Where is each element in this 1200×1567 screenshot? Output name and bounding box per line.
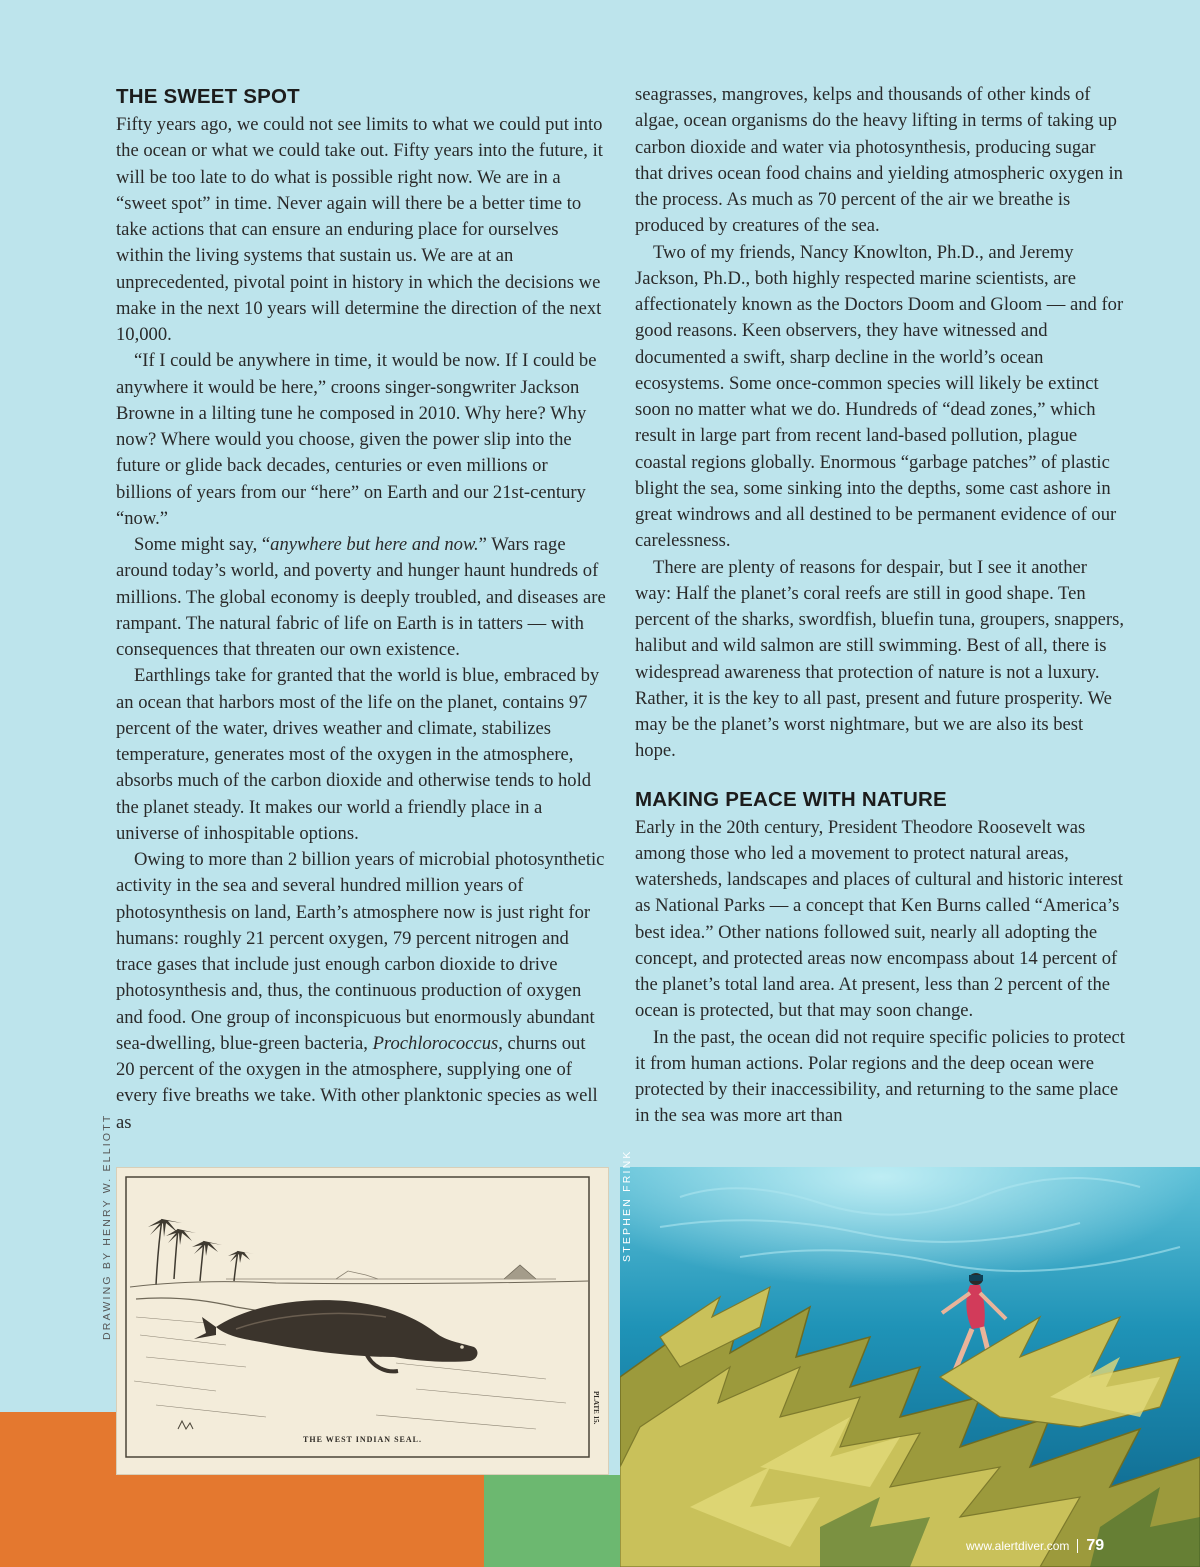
paragraph: Two of my friends, Nancy Knowlton, Ph.D., and Jeremy Jackson, Ph.D., both highly respected marine scientists, are affectionately known as the Doctors Doom and Gloom — and for good reasons. Keen observers, they have witnessed and documented a swift, sharp decline in the world’s ocean ecosystems. Some once-common species will likely be extinct soon no matter what we do. Hundreds of “dead zones,” which result in large part from recent land-based pollution, plague coastal regions globally. Enormous “garbage patches” of plastic blight the sea, some sinking into the depths, some cast ashore in great windrows and all destined to be permanent evidence of our carelessness. — [635, 241, 1124, 552]
paragraph-text: Some might say, “ — [134, 534, 271, 555]
paragraph: In the past, the ocean did not require specific policies to protect it from human actions. Polar regions and the deep ocean were protected by their inaccessibility, and returning to the same place in the sea was more art than — [635, 1026, 1125, 1127]
green-color-block — [484, 1475, 624, 1567]
paragraph: Early in the 20th century, President Theodore Roosevelt was among those who led a movement to protect natural areas, watersheds, landscapes and places of cultural and historic interest as National Parks — a concept that Ken Burns called “America’s best idea.” Other nations followed suit, nearly all adopting the concept, and protected areas now encompass about 14 percent of the planet’s total land area. At present, less than 2 percent of the ocean is protected, but that may soon change. — [635, 816, 1123, 1022]
plate-label: PLATE 15. — [592, 1391, 600, 1425]
paragraph: Fifty years ago, we could not see limits to what we could put into the ocean or what we could take out. Fifty years into the future, it will be too late to do what is possible right now. We are in a “sweet spot” in time. Never again will there be a better time to take actions that can ensure an enduring place for ourselves within the living systems that sustain us. We are at an unprecedented, pivotal point in history in which the decisions we make in the next 10 years will determine the direction of the next 10,000. — [116, 114, 603, 345]
page-number: 79 — [1086, 1537, 1105, 1554]
italic-phrase: anywhere but here and now. — [270, 534, 479, 555]
paragraph-text: ” Wars rage around today’s world, and poverty and hunger haunt hundreds of millions. The global economy is deeply troubled, and diseases are rampant. The natural fabric of life on Earth is in tatters — with consequences that threaten our own existence. — [116, 534, 606, 660]
paragraph-text: Owing to more than 2 billion years of microbial photosynthetic activity in the sea and several hundred million years of photosynthesis on land, Earth’s atmosphere now is just right for humans: roughly 21 percent oxygen, 79 percent nitrogen and trace gases that include just enough carbon dioxide to drive photosynthesis and, thus, the continuous production of oxygen and food. One group of inconspicuous but enormously abundant sea-dwelling, blue-green bacteria, — [116, 849, 605, 1054]
page-footer — [966, 1537, 1104, 1555]
coral-reef-snorkeler-photo — [620, 1167, 1200, 1567]
seal-illustration — [116, 1167, 609, 1475]
west-indian-seal-drawing — [116, 1167, 609, 1475]
underwater-scene — [620, 1167, 1200, 1567]
paragraph: seagrasses, mangroves, kelps and thousands of other kinds of algae, ocean organisms do the heavy lifting in terms of taking up carbon dioxide and water via photosynthesis, producing sugar that drives ocean food chains and yielding atmospheric oxygen in the process. As much as 70 percent of the air we breathe is produced by creatures of the sea. — [635, 84, 1123, 237]
paragraph — [116, 532, 608, 663]
footer-divider — [1077, 1539, 1078, 1553]
italic-species-name: Prochlorococcus — [372, 1032, 499, 1054]
left-column — [116, 82, 608, 1136]
paragraph: Earthlings take for granted that the world is blue, embraced by an ocean that harbors most of the life on the planet, contains 97 percent of the water, drives weather and climate, stabilizes temperature, generates most of the oxygen in the atmosphere, absorbs much of the carbon dioxide and otherwise tends to hold the planet steady. It makes our world a friendly place in a universe of inhospitable options. — [116, 665, 600, 844]
paragraph — [116, 847, 608, 1136]
drawing-credit: DRAWING BY HENRY W. ELLIOTT — [101, 1113, 113, 1340]
photo-credit: STEPHEN FRINK — [621, 1149, 633, 1262]
paragraph: “If I could be anywhere in time, it would be now. If I could be anywhere it would be here,” croons singer-songwriter Jackson Browne in a lilting tune he composed in 2010. Why here? Why now? Where would you choose, given the power slip into the future or glide back decades, centuries or even millions or billions of years from our “here” on Earth and our 21st-century “now.” — [116, 350, 597, 529]
drawing-caption: THE WEST INDIAN SEAL. — [303, 1435, 422, 1444]
section-heading-sweet-spot: THE SWEET SPOT — [116, 85, 300, 108]
paragraph-text: , churns out 20 percent of the oxygen in the atmosphere, supplying one of every five breaths we take. With other planktonic species as well as — [116, 1032, 598, 1133]
section-heading-making-peace: MAKING PEACE WITH NATURE — [635, 787, 947, 811]
right-column — [635, 82, 1127, 1130]
website-url: www.alertdiver.com — [966, 1539, 1070, 1553]
paragraph: There are plenty of reasons for despair, but I see it another way: Half the planet’s coral reefs are still in good shape. Ten percent of the sharks, swordfish, bluefin tuna, groupers, snappers, halibut and wild salmon are still swimming. Best of all, there is widespread awareness that protection of nature is not a luxury. Rather, it is the key to all past, present and future prosperity. We may be the planet’s worst nightmare, but we are also its best hope. — [635, 556, 1124, 762]
